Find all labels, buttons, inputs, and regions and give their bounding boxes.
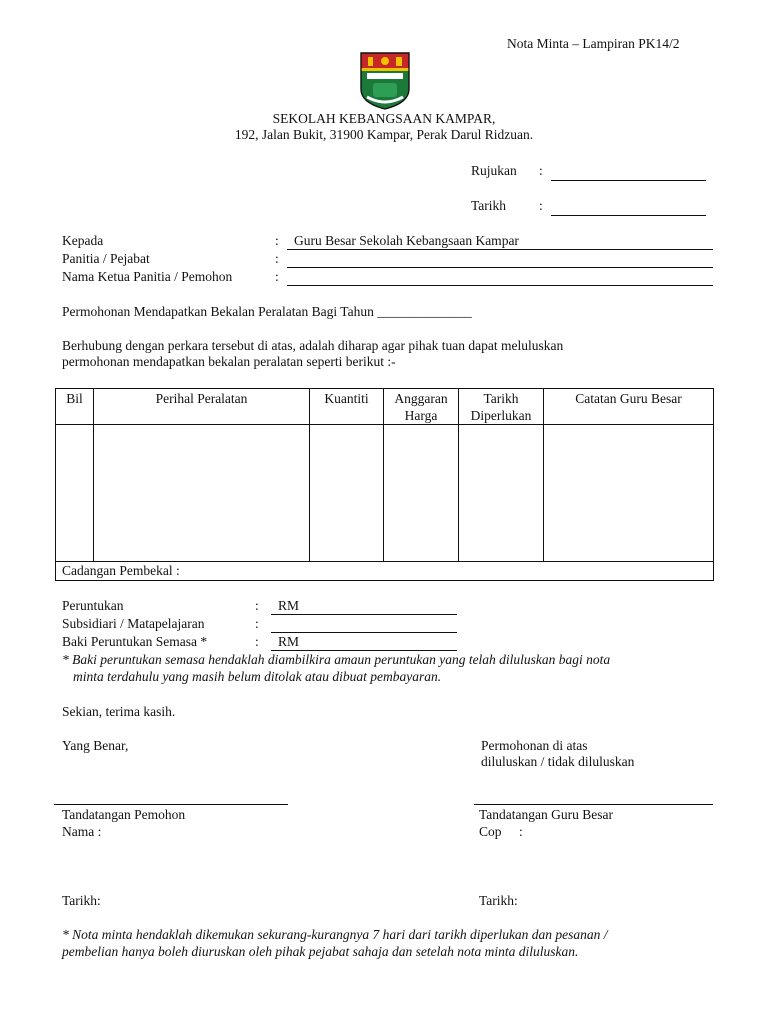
rujukan-colon: :	[539, 163, 543, 178]
panitia-label: Panitia / Pejabat	[62, 251, 150, 266]
yang-benar: Yang Benar,	[62, 738, 129, 753]
guru-besar-signature-label: Tandatangan Guru Besar	[479, 807, 614, 822]
kepada-label: Kepada	[62, 233, 104, 248]
body-paragraph-line2: permohonan mendapatkan bekalan peralatan seperti berikut :-	[62, 354, 396, 369]
document-reference: Nota Minta – Lampiran PK14/2	[507, 36, 680, 51]
baki-field[interactable]	[271, 650, 457, 651]
cell-anggaran[interactable]	[384, 425, 459, 562]
cell-catatan[interactable]	[544, 425, 714, 562]
tarikh-field[interactable]	[551, 215, 706, 216]
cadangan-pembekal-row[interactable]: Cadangan Pembekal :	[56, 562, 714, 581]
col-header-kuantiti: Kuantiti	[310, 389, 384, 425]
baki-note-line1: * Baki peruntukan semasa hendaklah diambilkira amaun peruntukan yang telah diluluskan bagi nota	[62, 652, 611, 667]
col-header-anggaran	[384, 389, 459, 425]
peruntukan-label: Peruntukan	[62, 598, 124, 613]
ketua-panitia-field[interactable]	[287, 285, 713, 286]
subsidiari-field[interactable]	[271, 632, 457, 633]
cop-label: Cop	[479, 824, 502, 839]
col-header-perihal: Perihal Peralatan	[94, 389, 310, 425]
peruntukan-currency: RM	[278, 598, 300, 613]
pemohon-signature-label: Tandatangan Pemohon	[62, 807, 186, 822]
kepada-value: Guru Besar Sekolah Kebangsaan Kampar	[294, 233, 519, 248]
panitia-colon: :	[275, 251, 279, 266]
anggaran-line2: Harga	[404, 408, 438, 423]
closing-thanks: Sekian, terima kasih.	[62, 704, 176, 719]
col-header-tarikh	[459, 389, 544, 425]
equipment-table	[55, 388, 714, 581]
pemohon-signature-line[interactable]	[54, 804, 288, 805]
col-header-bil: Bil	[56, 389, 94, 425]
cell-tarikh[interactable]	[459, 425, 544, 562]
body-paragraph-line1: Berhubung dengan perkara tersebut di atas, adalah diharap agar pihak tuan dapat meluluskan	[62, 338, 564, 353]
peruntukan-field[interactable]	[271, 614, 457, 615]
peruntukan-colon: :	[255, 598, 259, 613]
cell-kuantiti[interactable]	[310, 425, 384, 562]
rujukan-field[interactable]	[551, 180, 706, 181]
tarikh-label: Tarikh	[471, 198, 507, 213]
baki-currency: RM	[278, 634, 300, 649]
panitia-field[interactable]	[287, 267, 713, 268]
tarikh-pemohon-label: Tarikh:	[62, 893, 101, 908]
cell-bil[interactable]	[56, 425, 94, 562]
school-name: SEKOLAH KEBANGSAAN KAMPAR,	[272, 111, 496, 126]
kepada-field[interactable]	[287, 249, 713, 250]
rujukan-label: Rujukan	[471, 163, 517, 178]
approval-line1: Permohonan di atas	[481, 738, 588, 753]
tarikh-colon: :	[539, 198, 543, 213]
ketua-panitia-colon: :	[275, 269, 279, 284]
approval-line2: diluluskan / tidak diluluskan	[481, 754, 635, 769]
nama-label: Nama :	[62, 824, 102, 839]
tarikh-line1: Tarikh	[483, 391, 519, 406]
subject-line: Permohonan Mendapatkan Bekalan Peralatan Bagi Tahun ______________	[62, 304, 472, 319]
guru-besar-signature-line[interactable]	[474, 804, 713, 805]
col-header-catatan: Catatan Guru Besar	[544, 389, 714, 425]
subsidiari-colon: :	[255, 616, 259, 631]
baki-label: Baki Peruntukan Semasa *	[62, 634, 208, 649]
tarikh-guru-besar-label: Tarikh:	[479, 893, 518, 908]
school-address: 192, Jalan Bukit, 31900 Kampar, Perak Darul Ridzuan.	[234, 127, 534, 142]
tarikh-line2: Diperlukan	[470, 408, 532, 423]
school-crest-logo	[359, 49, 411, 111]
ketua-panitia-label: Nama Ketua Panitia / Pemohon	[62, 269, 233, 284]
baki-note-line2: minta terdahulu yang masih belum ditolak atau dibuat pembayaran.	[73, 669, 442, 684]
anggaran-line1: Anggaran	[394, 391, 448, 406]
footer-note-line2: pembelian hanya boleh diuruskan oleh pihak pejabat sahaja dan setelah nota minta diluluskan.	[62, 944, 579, 959]
baki-colon: :	[255, 634, 259, 649]
kepada-colon: :	[275, 233, 279, 248]
cop-colon: :	[519, 824, 523, 839]
subsidiari-label: Subsidiari / Matapelajaran	[62, 616, 205, 631]
footer-note-line1: * Nota minta hendaklah dikemukan sekurang-kurangnya 7 hari dari tarikh diperlukan dan pesanan /	[62, 927, 608, 942]
cell-perihal[interactable]	[94, 425, 310, 562]
